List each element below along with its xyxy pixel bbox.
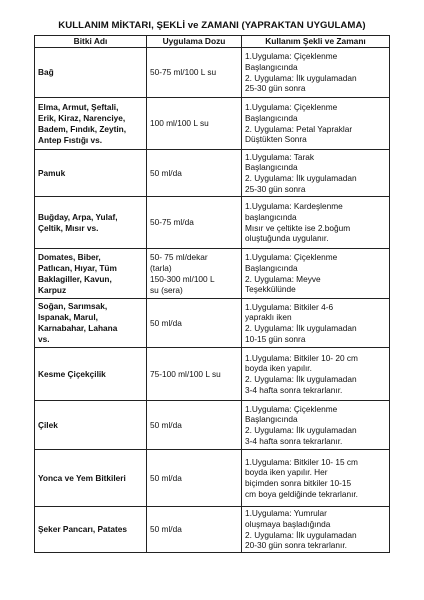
method-cell: 1.Uygulama: Çiçeklenme Başlangıcında 2. Uygulama: Petal Yapraklar Düştükten Sonra: [242, 98, 390, 150]
dose-cell: 50 ml/da: [147, 507, 242, 553]
method-cell: 1.Uygulama: Kardeşlenme başlangıcında Mısır ve çeltikte ise 2.boğum oluştuğunda uygulanır.: [242, 197, 390, 249]
method-cell: 1.Uygulama: Tarak Başlangıcında 2. Uygulama: İlk uygulamadan 25-30 gün sonra: [242, 150, 390, 197]
table-row: [35, 197, 390, 249]
plant-name-cell: Kesme Çiçekçilik: [35, 348, 147, 401]
plant-name-cell: Çilek: [35, 401, 147, 450]
plant-name-cell: Şeker Pancarı, Patates: [35, 507, 147, 553]
method-cell: 1.Uygulama: Çiçeklenme Başlangıcında 2. Uygulama: Meyve Teşekkülünde: [242, 249, 390, 299]
table-row: [35, 98, 390, 150]
dose-cell: 50 ml/da: [147, 450, 242, 507]
dose-cell: 75-100 ml/100 L su: [147, 348, 242, 401]
plant-name-cell: Pamuk: [35, 150, 147, 197]
method-cell: 1.Uygulama: Bitkiler 10- 20 cm boyda iken yapılır. 2. Uygulama: İlk uygulamadan 3-4 hafta sonra tekrarlanır.: [242, 348, 390, 401]
plant-name-cell: Bağ: [35, 48, 147, 98]
dose-cell: 50 ml/da: [147, 401, 242, 450]
dose-cell: 50-75 ml/100 L su: [147, 48, 242, 98]
table-row: [35, 450, 390, 507]
method-cell: 1.Uygulama: Yumrular oluşmaya başladığında 2. Uygulama: İlk uygulamadan 20-30 gün sonra tekrarlanır.: [242, 507, 390, 553]
header-usage-method-time: Kullanım Şekli ve Zamanı: [242, 36, 390, 48]
plant-name-cell: Yonca ve Yem Bitkileri: [35, 450, 147, 507]
table-row: [35, 507, 390, 553]
dose-cell: 50 ml/da: [147, 299, 242, 348]
plant-name-cell: Buğday, Arpa, Yulaf, Çeltik, Mısır vs.: [35, 197, 147, 249]
table-row: [35, 299, 390, 348]
method-cell: 1.Uygulama: Çiçeklenme Başlangıcında 2. Uygulama: İlk uygulamadan 25-30 gün sonra: [242, 48, 390, 98]
plant-name-cell: Domates, Biber, Patlıcan, Hıyar, Tüm Baklagiller, Kavun, Karpuz: [35, 249, 147, 299]
dose-cell: 50- 75 ml/dekar (tarla) 150-300 ml/100 L su (sera): [147, 249, 242, 299]
dose-cell: 50 ml/da: [147, 150, 242, 197]
method-cell: 1.Uygulama: Bitkiler 4-6 yapraklı iken 2. Uygulama: İlk uygulamadan 10-15 gün sonra: [242, 299, 390, 348]
table-header-row: [35, 36, 390, 48]
method-cell: 1.Uygulama: Bitkiler 10- 15 cm boyda iken yapılır. Her biçimden sonra bitkiler 10-15 cm boya geldiğinde tekrarlanır.: [242, 450, 390, 507]
table-row: [35, 48, 390, 98]
table-row: [35, 150, 390, 197]
usage-table: [34, 35, 390, 553]
plant-name-cell: Elma, Armut, Şeftali, Erik, Kiraz, Narenciye, Badem, Fındık, Zeytin, Antep Fıstığı vs.: [35, 98, 147, 150]
dose-cell: 100 ml/100 L su: [147, 98, 242, 150]
header-plant-name: Bitki Adı: [35, 36, 147, 48]
dose-cell: 50-75 ml/da: [147, 197, 242, 249]
method-cell: 1.Uygulama: Çiçeklenme Başlangıcında 2. Uygulama: İlk uygulamadan 3-4 hafta sonra tekrarlanır.: [242, 401, 390, 450]
header-application-dose: Uygulama Dozu: [147, 36, 242, 48]
table-row: [35, 249, 390, 299]
table-row: [35, 401, 390, 450]
plant-name-cell: Soğan, Sarımsak, Ispanak, Marul, Karnabahar, Lahana vs.: [35, 299, 147, 348]
table-row: [35, 348, 390, 401]
page-title: KULLANIM MİKTARI, ŞEKLİ ve ZAMANI (YAPRAKTAN UYGULAMA): [58, 20, 366, 31]
